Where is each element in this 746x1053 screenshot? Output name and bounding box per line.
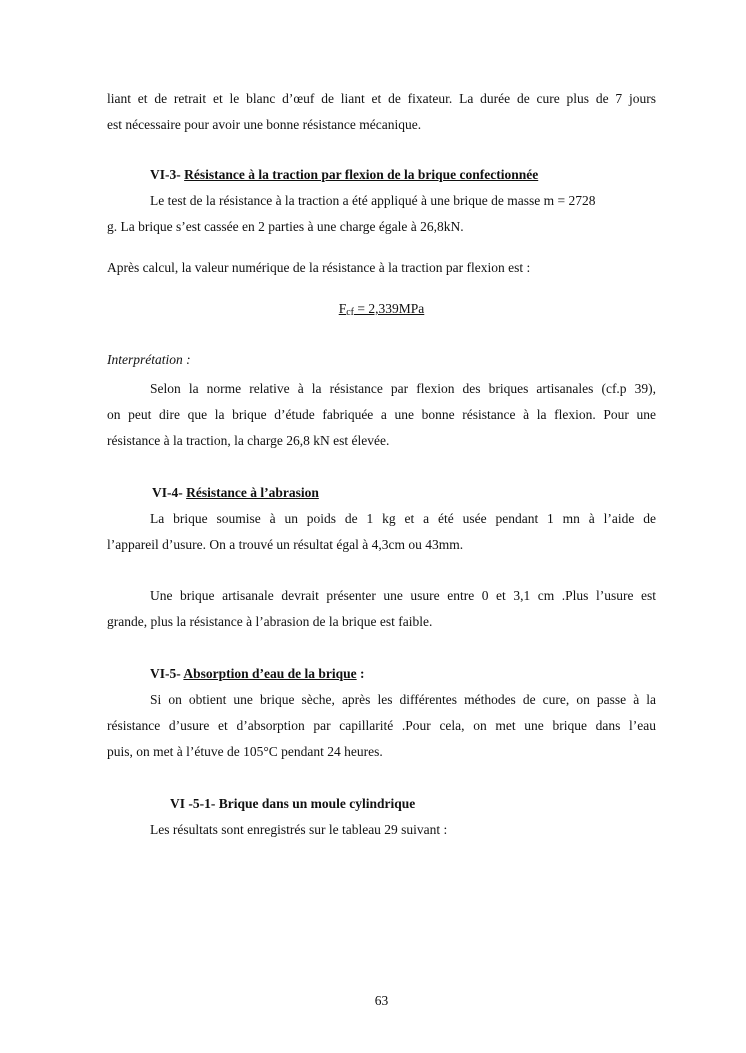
section-title: Résistance à l’abrasion (186, 485, 319, 500)
section-title: Absorption d’eau de la brique (183, 666, 357, 681)
vi4-paragraph-line-1: La brique soumise à un poids de 1 kg et a été usée pendant 1 mn à l’aide de (150, 511, 656, 526)
intro-line-2: est nécessaire pour avoir une bonne résistance mécanique. (107, 117, 422, 132)
interpretation-line-3: résistance à la traction, la charge 26,8 kN est élevée. (107, 433, 390, 448)
section-colon: : (356, 666, 365, 681)
formula-symbol: F (338, 301, 347, 316)
section-number: VI-5- (150, 666, 184, 681)
subsection-heading-vi51: VI -5-1- Brique dans un moule cylindrique (170, 796, 416, 811)
section-heading-vi3 (150, 167, 656, 183)
vi4-paragraph2-line-2: grande, plus la résistance à l’abrasion de la brique est faible. (107, 614, 433, 629)
section-number: VI-4- (152, 485, 187, 500)
vi5-paragraph-line-1: Si on obtient une brique sèche, après les différentes méthodes de cure, on passe à la (150, 692, 656, 707)
formula-expression (339, 301, 425, 316)
section-heading-vi5 (150, 666, 656, 682)
section-number: VI-3- (150, 167, 185, 182)
vi3-paragraph-2: Après calcul, la valeur numérique de la résistance à la traction par flexion est : (107, 260, 531, 275)
vi4-paragraph2-line-1: Une brique artisanale devrait présenter une usure entre 0 et 3,1 cm .Plus l’usure est (150, 588, 656, 603)
interpretation-line-2: on peut dire que la brique d’étude fabriquée a une bonne résistance à la flexion. Pour une (107, 407, 656, 422)
vi51-paragraph: Les résultats sont enregistrés sur le tableau 29 suivant : (150, 822, 448, 837)
vi5-paragraph-line-3: puis, on met à l’étuve de 105°C pendant 24 heures. (107, 744, 383, 759)
vi5-paragraph-line-2: résistance d’usure et d’absorption par capillarité .Pour cela, on met une brique dans l’eau (107, 718, 656, 733)
formula-value: = 2,339MPa (354, 301, 425, 316)
page-number: 63 (374, 993, 389, 1008)
formula (107, 301, 656, 321)
interpretation-label: Interprétation : (107, 352, 191, 367)
intro-line-1: liant et de retrait et le blanc d’œuf de liant et de fixateur. La durée de cure plus de 7 jours (107, 91, 656, 106)
section-heading-vi4 (152, 485, 656, 501)
interpretation-line-1: Selon la norme relative à la résistance par flexion des briques artisanales (cf.p 39), (150, 381, 656, 396)
vi3-paragraph-line-1: Le test de la résistance à la traction a été appliqué à une brique de masse m = 2728 (150, 193, 596, 208)
vi4-paragraph-line-2: l’appareil d’usure. On a trouvé un résultat égal à 4,3cm ou 43mm. (107, 537, 464, 552)
formula-subscript: cf (346, 307, 355, 318)
vi3-paragraph-line-2: g. La brique s’est cassée en 2 parties à une charge égale à 26,8kN. (107, 219, 464, 234)
section-title: Résistance à la traction par flexion de la brique confectionnée (184, 167, 539, 182)
